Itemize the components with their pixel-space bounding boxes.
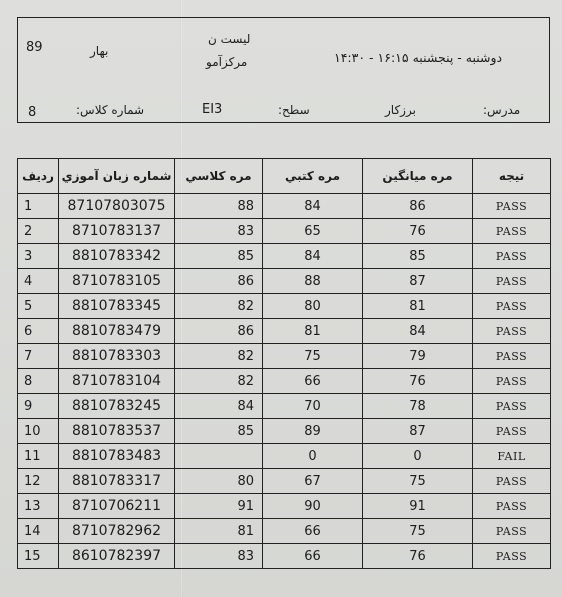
- table-row: [18, 344, 551, 369]
- term-name: بهار: [90, 44, 109, 58]
- row-number-cell: 1: [18, 194, 59, 219]
- student-id-cell: 8810783303: [59, 344, 175, 369]
- written-score-cell: 84: [263, 244, 363, 269]
- student-id-cell: 8710782962: [59, 519, 175, 544]
- result-cell: FAIL: [473, 444, 551, 469]
- table-row: [18, 494, 551, 519]
- average-cell: 76: [363, 219, 473, 244]
- student-id-cell: 8710706211: [59, 494, 175, 519]
- result-cell: PASS: [473, 219, 551, 244]
- table-row: [18, 219, 551, 244]
- list-title: لیست ن: [208, 32, 251, 46]
- class-info-header: [17, 17, 550, 123]
- result-cell: PASS: [473, 494, 551, 519]
- written-score-cell: 80: [263, 294, 363, 319]
- student-id-cell: 8710783104: [59, 369, 175, 394]
- written-score-cell: 81: [263, 319, 363, 344]
- class-score-cell: 91: [175, 494, 263, 519]
- average-cell: 86: [363, 194, 473, 219]
- class-score-cell: 86: [175, 319, 263, 344]
- average-cell: 0: [363, 444, 473, 469]
- student-id-cell: 8710783137: [59, 219, 175, 244]
- result-cell: PASS: [473, 269, 551, 294]
- table-row: [18, 194, 551, 219]
- average-cell: 85: [363, 244, 473, 269]
- result-cell: PASS: [473, 544, 551, 569]
- row-number-cell: 15: [18, 544, 59, 569]
- written-score-cell: 70: [263, 394, 363, 419]
- center-name: مرکزآمو: [206, 55, 248, 69]
- level-value: EI3: [202, 102, 223, 117]
- class-score-cell: 83: [175, 219, 263, 244]
- grades-table-body: [18, 194, 551, 569]
- class-score-cell: 82: [175, 294, 263, 319]
- written-score-cell: 90: [263, 494, 363, 519]
- level-label: سطح:: [278, 103, 310, 117]
- row-number-cell: 11: [18, 444, 59, 469]
- table-row: [18, 394, 551, 419]
- table-row: [18, 469, 551, 494]
- student-id-cell: 8810783317: [59, 469, 175, 494]
- class-count-label: شماره کلاس:: [76, 103, 145, 117]
- average-cell: 79: [363, 344, 473, 369]
- class-score-cell: 88: [175, 194, 263, 219]
- teacher-name: برزکار: [385, 103, 416, 117]
- result-cell: PASS: [473, 194, 551, 219]
- student-id-cell: 8810783483: [59, 444, 175, 469]
- class-count-value: 8: [28, 105, 37, 120]
- result-cell: PASS: [473, 244, 551, 269]
- row-number-cell: 4: [18, 269, 59, 294]
- written-score-cell: 66: [263, 369, 363, 394]
- result-cell: PASS: [473, 419, 551, 444]
- student-id-cell: 8810783342: [59, 244, 175, 269]
- class-score-cell: 85: [175, 244, 263, 269]
- table-header-row: [18, 159, 551, 194]
- student-id-cell: 8810783345: [59, 294, 175, 319]
- class-score-cell: 83: [175, 544, 263, 569]
- result-cell: PASS: [473, 469, 551, 494]
- class-score-cell: 85: [175, 419, 263, 444]
- result-cell: PASS: [473, 394, 551, 419]
- table-row: [18, 544, 551, 569]
- result-cell: PASS: [473, 519, 551, 544]
- written-score-cell: 89: [263, 419, 363, 444]
- table-row: [18, 244, 551, 269]
- average-cell: 76: [363, 544, 473, 569]
- row-number-cell: 14: [18, 519, 59, 544]
- written-score-cell: 0: [263, 444, 363, 469]
- average-cell: 87: [363, 419, 473, 444]
- table-row: [18, 519, 551, 544]
- row-number-cell: 8: [18, 369, 59, 394]
- result-cell: PASS: [473, 319, 551, 344]
- row-number-cell: 13: [18, 494, 59, 519]
- col-row-header: ردیف: [18, 159, 59, 194]
- teacher-label: مدرس:: [483, 103, 521, 117]
- class-score-cell: 84: [175, 394, 263, 419]
- col-result-header: تيجه: [473, 159, 551, 194]
- row-number-cell: 6: [18, 319, 59, 344]
- row-number-cell: 3: [18, 244, 59, 269]
- written-score-cell: 75: [263, 344, 363, 369]
- class-score-cell: 86: [175, 269, 263, 294]
- table-row: [18, 369, 551, 394]
- average-cell: 84: [363, 319, 473, 344]
- col-student-id-header: شماره زبان آموزي: [59, 159, 175, 194]
- written-score-cell: 88: [263, 269, 363, 294]
- grades-table: [17, 158, 551, 569]
- row-number-cell: 10: [18, 419, 59, 444]
- class-score-cell: 80: [175, 469, 263, 494]
- written-score-cell: 67: [263, 469, 363, 494]
- average-cell: 78: [363, 394, 473, 419]
- result-cell: PASS: [473, 369, 551, 394]
- average-cell: 75: [363, 469, 473, 494]
- class-score-cell: 81: [175, 519, 263, 544]
- student-id-cell: 8810783479: [59, 319, 175, 344]
- result-cell: PASS: [473, 344, 551, 369]
- average-cell: 76: [363, 369, 473, 394]
- student-id-cell: 8610782397: [59, 544, 175, 569]
- table-row: [18, 444, 551, 469]
- student-id-cell: 8810783245: [59, 394, 175, 419]
- student-id-cell: 8710783105: [59, 269, 175, 294]
- average-cell: 87: [363, 269, 473, 294]
- average-cell: 81: [363, 294, 473, 319]
- col-average-header: مره ميانگين: [363, 159, 473, 194]
- student-id-cell: 87107803075: [59, 194, 175, 219]
- student-id-cell: 8810783537: [59, 419, 175, 444]
- row-number-cell: 9: [18, 394, 59, 419]
- written-score-cell: 84: [263, 194, 363, 219]
- average-cell: 91: [363, 494, 473, 519]
- class-score-cell: 82: [175, 369, 263, 394]
- result-cell: PASS: [473, 294, 551, 319]
- written-score-cell: 66: [263, 519, 363, 544]
- row-number-cell: 5: [18, 294, 59, 319]
- table-row: [18, 419, 551, 444]
- row-number-cell: 2: [18, 219, 59, 244]
- average-cell: 75: [363, 519, 473, 544]
- col-class-header: مره کلاسي: [175, 159, 263, 194]
- row-number-cell: 12: [18, 469, 59, 494]
- term-number: 89: [26, 40, 43, 55]
- row-number-cell: 7: [18, 344, 59, 369]
- table-row: [18, 269, 551, 294]
- col-written-header: مره کتبي: [263, 159, 363, 194]
- table-row: [18, 294, 551, 319]
- written-score-cell: 65: [263, 219, 363, 244]
- schedule-text: دوشنبه - پنجشنبه ۱۶:۱۵ - ۱۴:۳۰: [334, 50, 503, 65]
- table-row: [18, 319, 551, 344]
- class-score-cell: 82: [175, 344, 263, 369]
- written-score-cell: 66: [263, 544, 363, 569]
- class-score-cell: [175, 444, 263, 469]
